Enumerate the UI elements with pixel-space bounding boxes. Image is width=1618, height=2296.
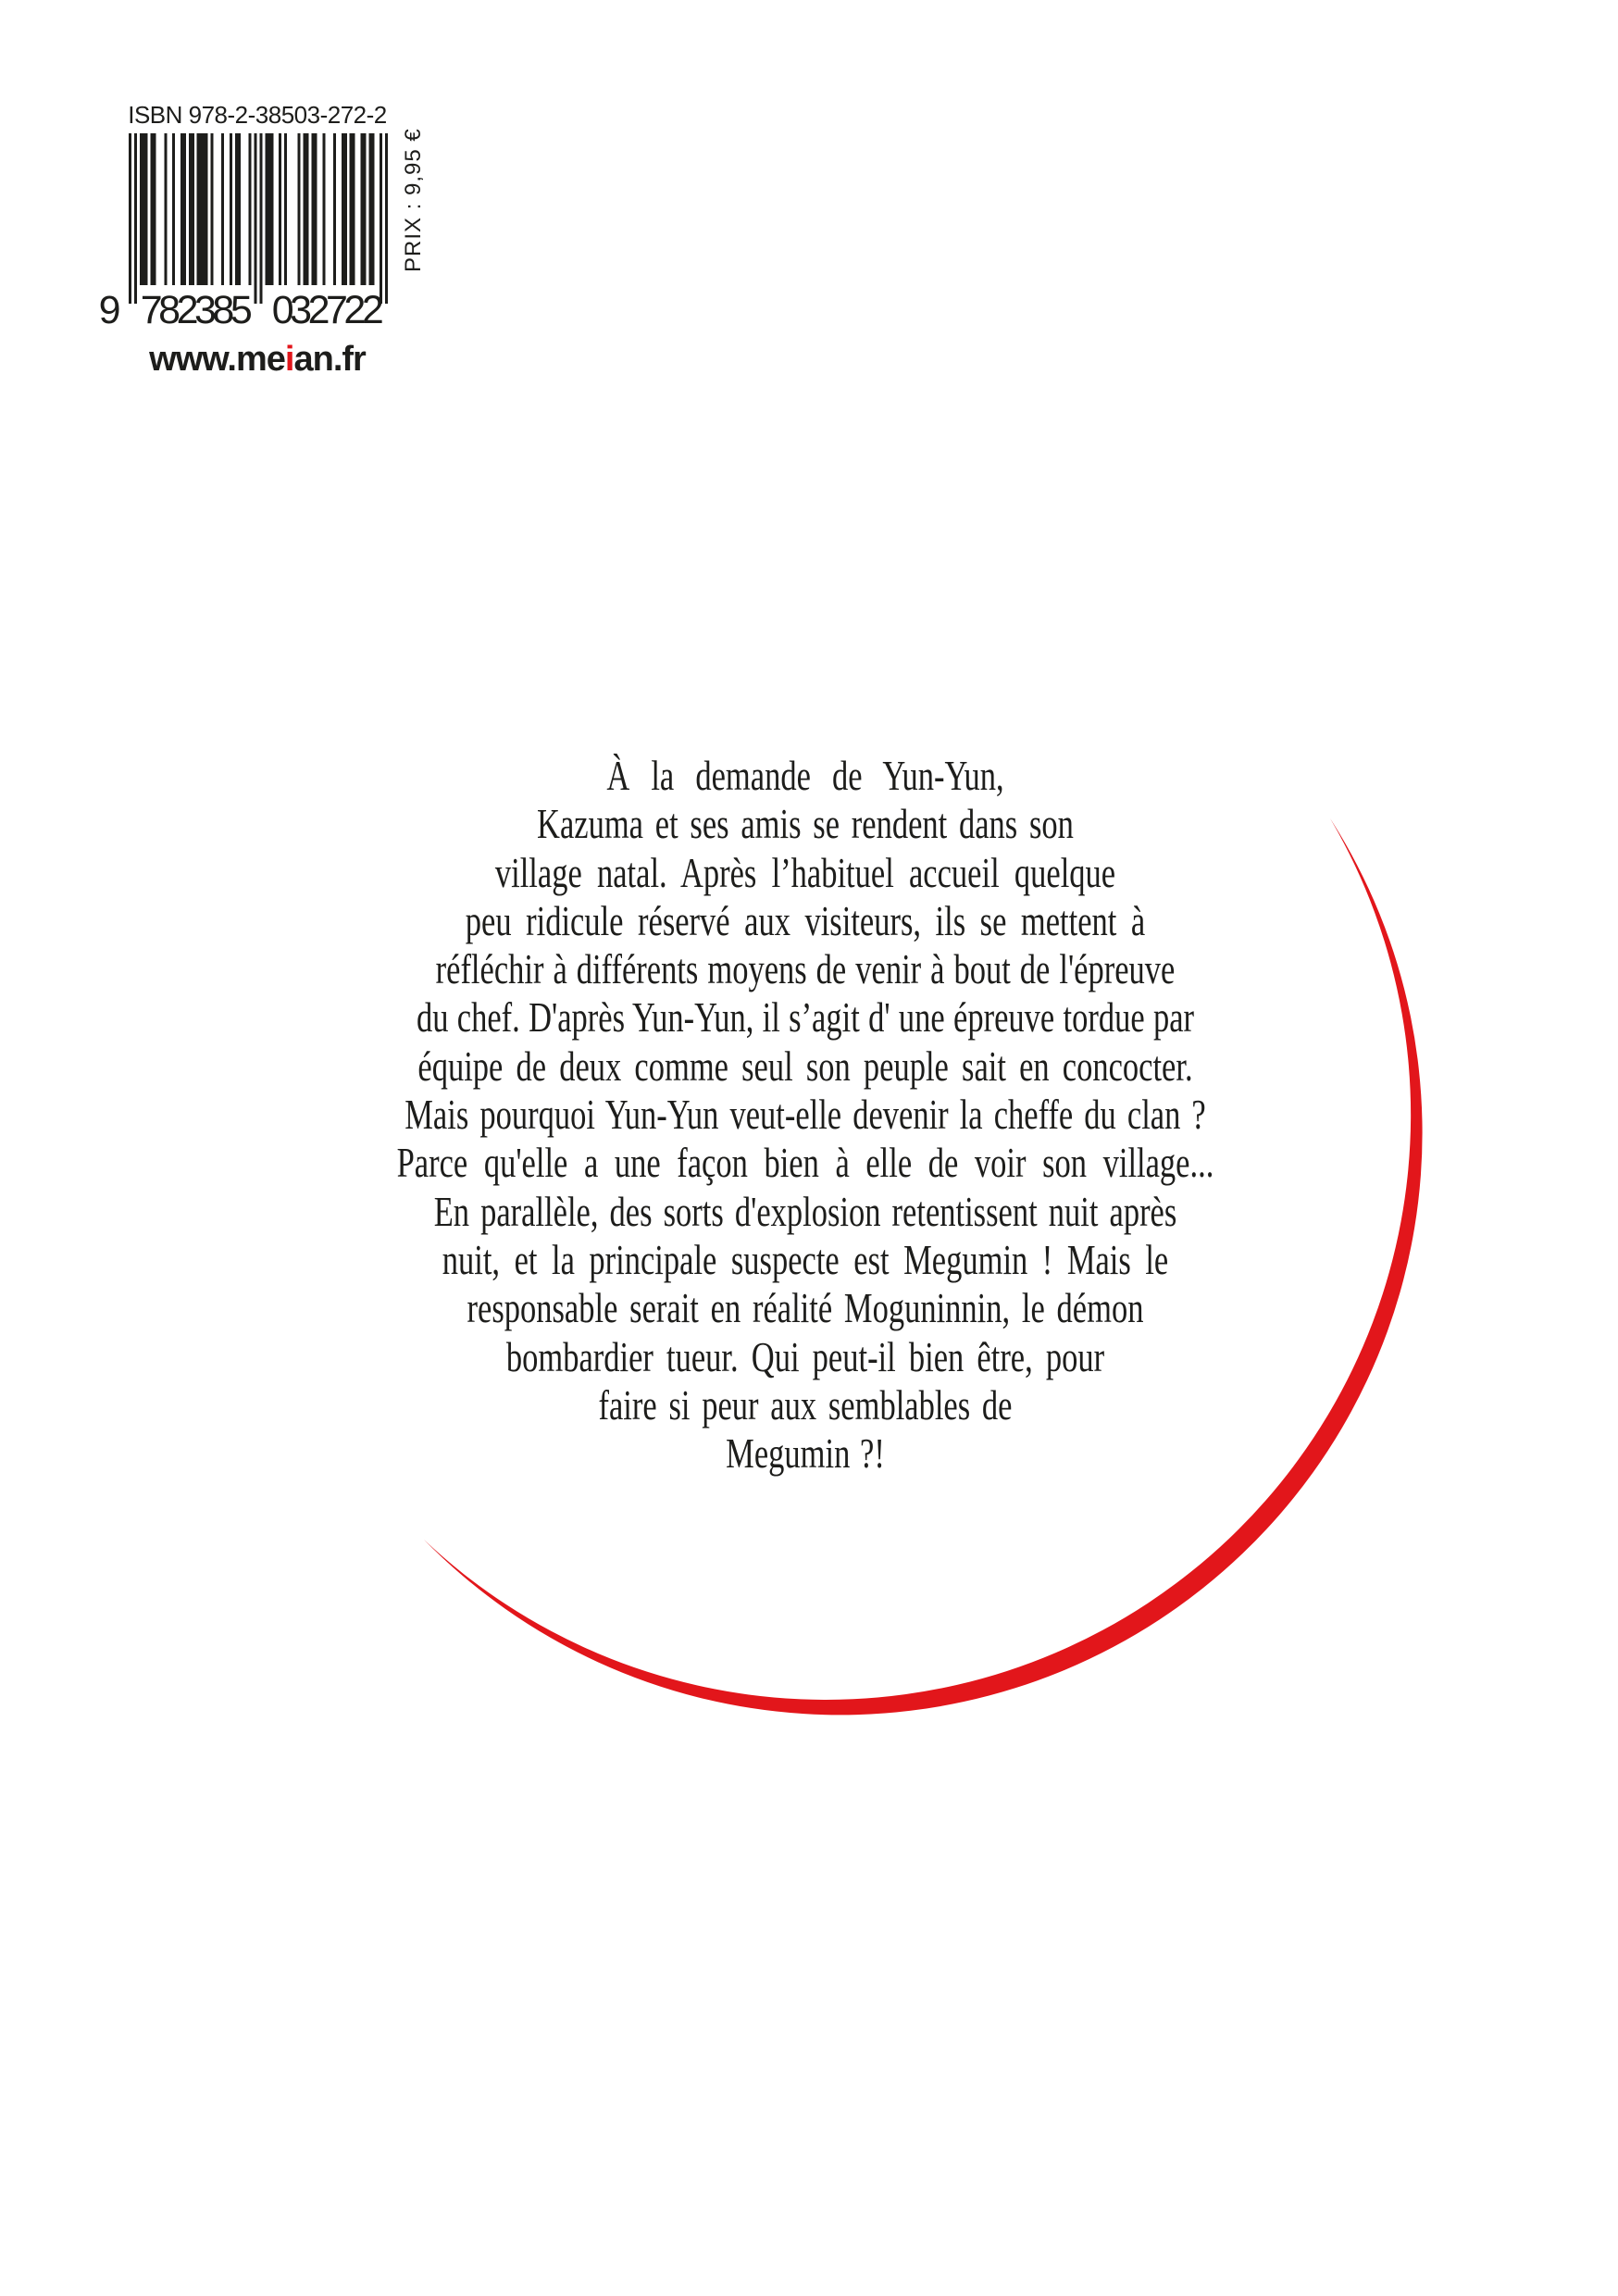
synopsis-line: bombardier tueur. Qui peut-il bien être, pour bbox=[505, 1332, 1105, 1380]
crescent-path bbox=[424, 818, 1423, 1715]
synopsis-line: équipe de deux comme seul son peuple sait en concocter. bbox=[417, 1042, 1193, 1090]
synopsis-line: nuit, et la principale suspecte est Megumin ! Mais le bbox=[442, 1235, 1169, 1283]
barcode-digit-prefix: 9 bbox=[98, 288, 117, 332]
price-label: PRIX : 9,95 € bbox=[401, 128, 426, 272]
synopsis-line: faire si peur aux semblables de bbox=[598, 1380, 1013, 1429]
synopsis-line: À la demande de Yun-Yun, bbox=[606, 752, 1004, 799]
website-suffix: an.fr bbox=[293, 340, 366, 379]
website-prefix: www.me bbox=[149, 340, 285, 379]
isbn-label: ISBN 978-2-38503-272-2 bbox=[128, 101, 387, 129]
synopsis-line: village natal. Après l’habituel accueil quelque bbox=[494, 848, 1116, 896]
synopsis-line: Mais pourquoi Yun-Yun veut-elle devenir la cheffe du clan ? bbox=[404, 1091, 1206, 1139]
synopsis-line: responsable serait en réalité Moguninnin, le démon bbox=[467, 1284, 1144, 1332]
synopsis-line: réfléchir à différents moyens de venir à bout de l'épreuve bbox=[435, 945, 1176, 993]
synopsis-line: En parallèle, des sorts d'explosion retentissent nuit après bbox=[433, 1187, 1177, 1235]
barcode-digits-left: 782385 bbox=[140, 288, 249, 332]
synopsis-line: peu ridicule réservé aux visiteurs, ils se mettent à bbox=[465, 896, 1146, 944]
synopsis-line: Kazuma et ses amis se rendent dans son bbox=[537, 800, 1074, 848]
synopsis-line: Parce qu'elle a une façon bien à elle de voir son village... bbox=[396, 1139, 1214, 1187]
synopsis-line: Megumin ?! bbox=[726, 1429, 885, 1478]
website-accent-letter: i bbox=[284, 340, 294, 379]
barcode-digits-right: 032722 bbox=[271, 288, 380, 332]
synopsis-line: du chef. D'après Yun-Yun, il s’agit d' une épreuve tordue par bbox=[416, 993, 1195, 1042]
